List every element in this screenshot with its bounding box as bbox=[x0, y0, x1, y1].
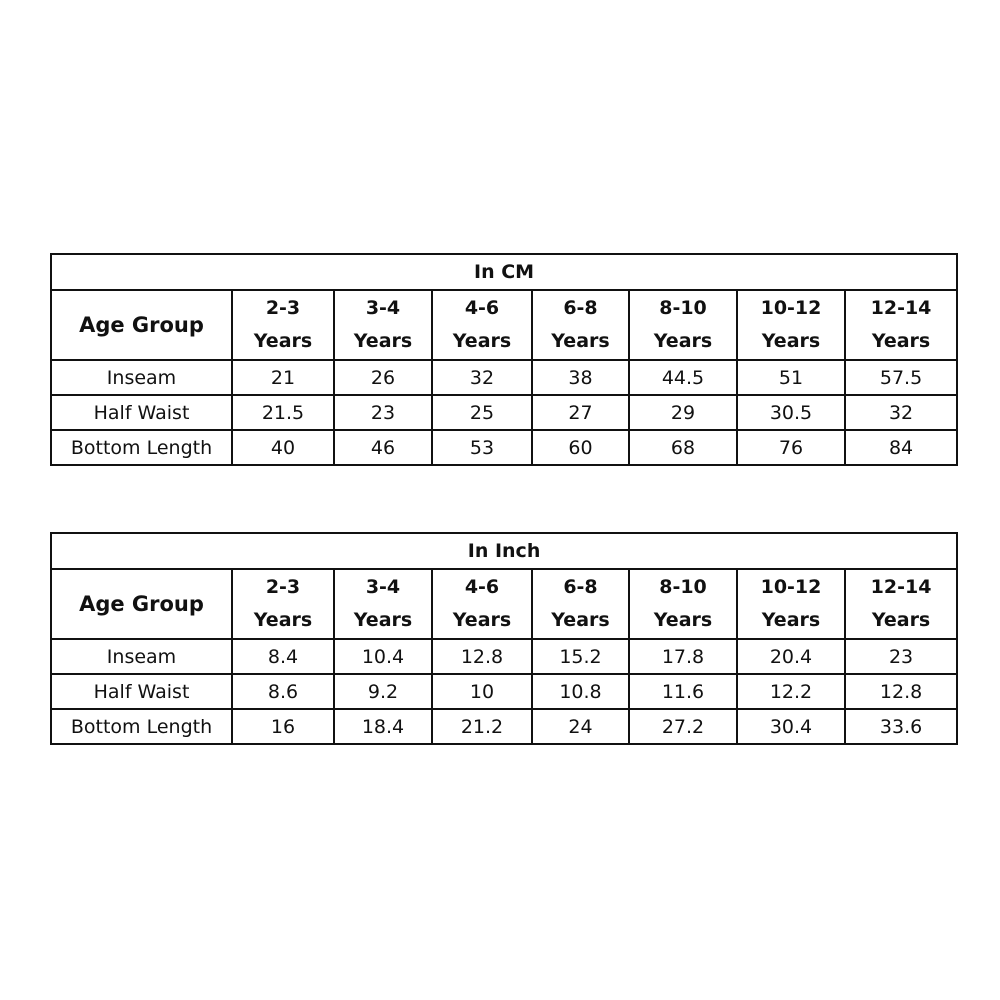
measurement-label: Inseam bbox=[51, 360, 232, 395]
age-unit: Years bbox=[452, 330, 512, 352]
measurement-value: 51 bbox=[737, 360, 845, 395]
table-row bbox=[51, 674, 957, 709]
table-row bbox=[51, 395, 957, 430]
measurement-value: 10.4 bbox=[334, 639, 432, 674]
table-header-row bbox=[51, 290, 957, 360]
column-header bbox=[532, 569, 629, 639]
measurement-label: Bottom Length bbox=[51, 430, 232, 465]
table-title-row bbox=[51, 533, 957, 569]
measurement-value: 44.5 bbox=[629, 360, 737, 395]
age-unit: Years bbox=[761, 330, 821, 352]
measurement-label: Half Waist bbox=[51, 674, 232, 709]
age-unit: Years bbox=[353, 330, 413, 352]
age-range: 6-8 bbox=[563, 297, 598, 319]
age-range: 10-12 bbox=[760, 297, 822, 319]
age-unit: Years bbox=[871, 609, 931, 631]
age-range: 2-3 bbox=[265, 576, 301, 598]
age-range: 12-14 bbox=[870, 576, 932, 598]
table-title: In CM bbox=[51, 254, 957, 290]
age-range: 4-6 bbox=[464, 576, 500, 598]
table-title-row bbox=[51, 254, 957, 290]
measurement-value: 12.8 bbox=[432, 639, 532, 674]
size-chart-inch-table bbox=[50, 532, 958, 745]
measurement-value: 32 bbox=[432, 360, 532, 395]
column-header bbox=[232, 290, 334, 360]
size-chart-cm-table bbox=[50, 253, 958, 466]
age-range: 4-6 bbox=[464, 297, 500, 319]
age-range: 3-4 bbox=[365, 576, 401, 598]
table-row bbox=[51, 709, 957, 744]
measurement-value: 16 bbox=[232, 709, 334, 744]
measurement-value: 17.8 bbox=[629, 639, 737, 674]
column-header bbox=[845, 290, 957, 360]
age-unit: Years bbox=[353, 609, 413, 631]
measurement-value: 9.2 bbox=[334, 674, 432, 709]
measurement-value: 23 bbox=[845, 639, 957, 674]
column-header bbox=[432, 290, 532, 360]
measurement-value: 15.2 bbox=[532, 639, 629, 674]
column-header bbox=[532, 290, 629, 360]
measurement-label: Inseam bbox=[51, 639, 232, 674]
age-group-header: Age Group bbox=[51, 569, 232, 639]
measurement-value: 30.4 bbox=[737, 709, 845, 744]
measurement-value: 21.2 bbox=[432, 709, 532, 744]
age-range: 8-10 bbox=[659, 297, 707, 319]
table-header-row bbox=[51, 569, 957, 639]
age-unit: Years bbox=[253, 609, 313, 631]
measurement-label: Bottom Length bbox=[51, 709, 232, 744]
column-header bbox=[629, 290, 737, 360]
measurement-value: 11.6 bbox=[629, 674, 737, 709]
measurement-value: 23 bbox=[334, 395, 432, 430]
age-range: 10-12 bbox=[760, 576, 822, 598]
measurement-value: 32 bbox=[845, 395, 957, 430]
age-unit: Years bbox=[653, 330, 713, 352]
measurement-value: 10.8 bbox=[532, 674, 629, 709]
measurement-value: 29 bbox=[629, 395, 737, 430]
measurement-value: 12.8 bbox=[845, 674, 957, 709]
column-header bbox=[737, 569, 845, 639]
age-unit: Years bbox=[452, 609, 512, 631]
age-range: 6-8 bbox=[563, 576, 598, 598]
measurement-value: 38 bbox=[532, 360, 629, 395]
age-group-header: Age Group bbox=[51, 290, 232, 360]
age-range: 3-4 bbox=[365, 297, 401, 319]
measurement-value: 27 bbox=[532, 395, 629, 430]
column-header bbox=[629, 569, 737, 639]
column-header bbox=[845, 569, 957, 639]
measurement-value: 53 bbox=[432, 430, 532, 465]
measurement-value: 8.6 bbox=[232, 674, 334, 709]
measurement-value: 21 bbox=[232, 360, 334, 395]
age-unit: Years bbox=[871, 330, 931, 352]
table-row bbox=[51, 360, 957, 395]
measurement-value: 40 bbox=[232, 430, 334, 465]
measurement-value: 84 bbox=[845, 430, 957, 465]
measurement-label: Half Waist bbox=[51, 395, 232, 430]
age-unit: Years bbox=[253, 330, 313, 352]
measurement-value: 57.5 bbox=[845, 360, 957, 395]
age-range: 2-3 bbox=[265, 297, 301, 319]
measurement-value: 8.4 bbox=[232, 639, 334, 674]
measurement-value: 20.4 bbox=[737, 639, 845, 674]
age-range: 8-10 bbox=[659, 576, 707, 598]
measurement-value: 46 bbox=[334, 430, 432, 465]
age-unit: Years bbox=[761, 609, 821, 631]
age-range: 12-14 bbox=[870, 297, 932, 319]
column-header bbox=[334, 569, 432, 639]
measurement-value: 24 bbox=[532, 709, 629, 744]
measurement-value: 26 bbox=[334, 360, 432, 395]
column-header bbox=[432, 569, 532, 639]
measurement-value: 10 bbox=[432, 674, 532, 709]
measurement-value: 27.2 bbox=[629, 709, 737, 744]
measurement-value: 60 bbox=[532, 430, 629, 465]
table-row bbox=[51, 430, 957, 465]
measurement-value: 33.6 bbox=[845, 709, 957, 744]
age-unit: Years bbox=[653, 609, 713, 631]
measurement-value: 18.4 bbox=[334, 709, 432, 744]
measurement-value: 21.5 bbox=[232, 395, 334, 430]
age-unit: Years bbox=[551, 609, 610, 631]
table-row bbox=[51, 639, 957, 674]
measurement-value: 76 bbox=[737, 430, 845, 465]
age-unit: Years bbox=[551, 330, 610, 352]
measurement-value: 68 bbox=[629, 430, 737, 465]
measurement-value: 30.5 bbox=[737, 395, 845, 430]
table-title: In Inch bbox=[51, 533, 957, 569]
column-header bbox=[737, 290, 845, 360]
column-header bbox=[334, 290, 432, 360]
measurement-value: 25 bbox=[432, 395, 532, 430]
column-header bbox=[232, 569, 334, 639]
measurement-value: 12.2 bbox=[737, 674, 845, 709]
